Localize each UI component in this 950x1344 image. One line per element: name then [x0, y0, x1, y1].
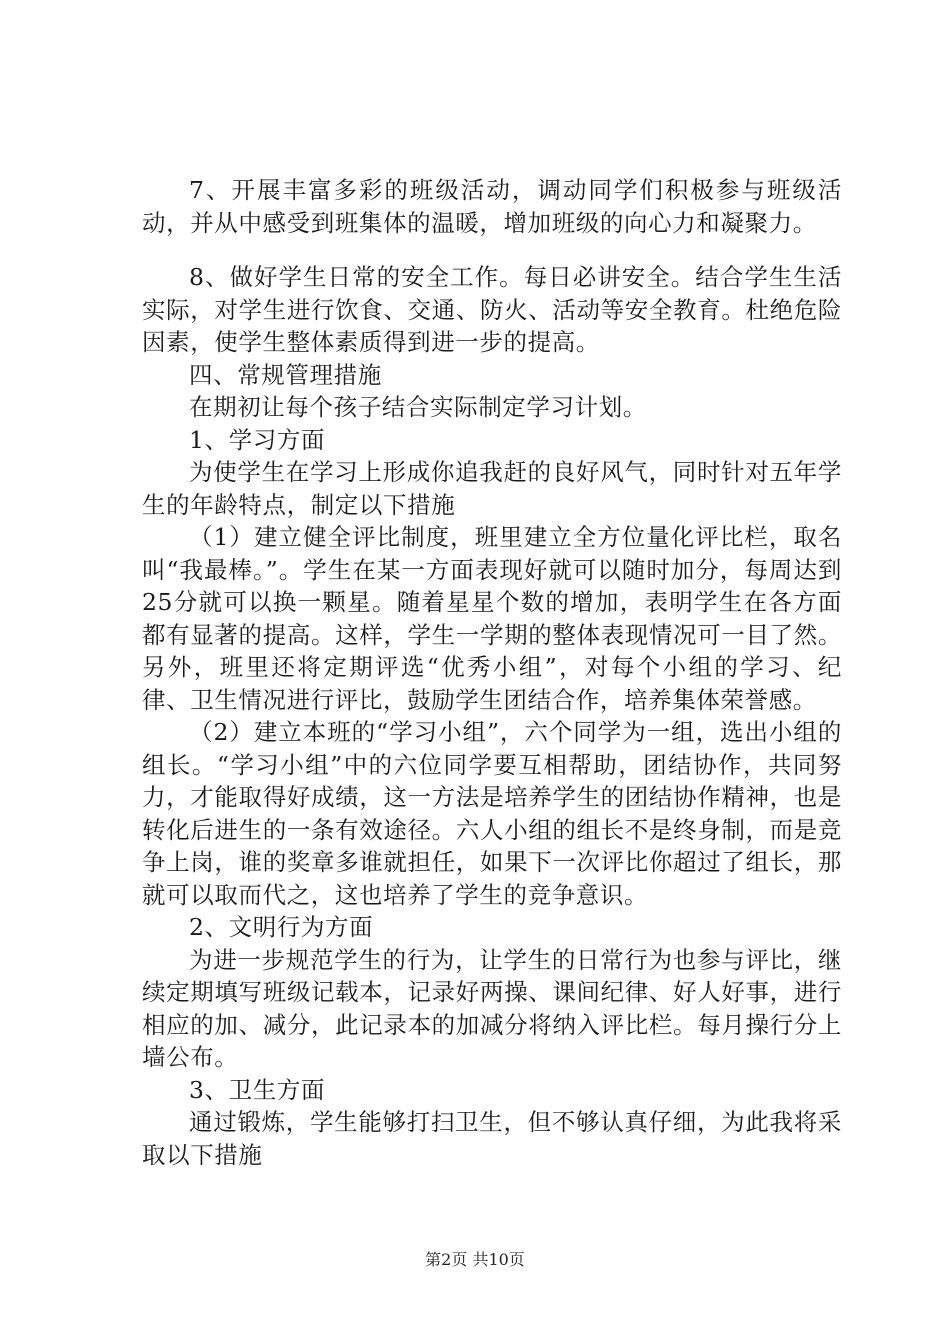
- paragraph-civilized-behavior: 为进一步规范学生的行为，让学生的日常行为也参与评比，继续定期填写班级记载本，记录好两操、课间纪律、好人好事，进行相应的加、减分，此记录本的加减分将纳入评比栏。每月操行分上墙公布。: [142, 945, 842, 1071]
- subheading-civilized-behavior: 2、文明行为方面: [189, 913, 374, 941]
- page-number-footer: 第2页 共10页: [425, 1250, 525, 1269]
- paragraph-study-intro: 为使学生在学习上形成你追我赶的良好风气，同时针对五年学生的年龄特点，制定以下措施: [142, 458, 842, 519]
- paragraph-hygiene: 通过锻炼，学生能够打扫卫生，但不够认真仔细，为此我将采取以下措施: [142, 1108, 842, 1169]
- document-body: [142, 174, 842, 1171]
- paragraph-intro: 在期初让每个孩子结合实际制定学习计划。: [189, 393, 647, 421]
- section-heading-routine-management: 四、常规管理措施: [189, 360, 382, 389]
- subheading-study: 1、学习方面: [189, 425, 326, 454]
- paragraph-item-8: 8、做好学生日常的安全工作。每日必讲安全。结合学生生活实际，对学生进行饮食、交通、防火、活动等安全教育。杜绝危险因素，使学生整体素质得到进一步的提高。: [142, 263, 842, 356]
- paragraph-item-7: 7、开展丰富多彩的班级活动，调动同学们积极参与班级活动，并从中感受到班集体的温暖，增加班级的向心力和凝聚力。: [142, 176, 842, 237]
- subheading-hygiene: 3、卫生方面: [189, 1075, 326, 1104]
- paragraph-measure-2: （2）建立本班的“学习小组”，六个同学为一组，选出小组的组长。“学习小组”中的六位同学要互相帮助，团结协作，共同努力，才能取得好成绩，这一方法是培养学生的团结协作精神，也是转化后进生的一条有效途径。六人小组的组长不是终身制，而是竞争上岗，谁的奖章多谁就担任，如果下一次评比你超过了组长，那就可以取而代之，这也培养了学生的竞争意识。: [142, 718, 842, 909]
- paragraph-measure-1: （1）建立健全评比制度，班里建立全方位量化评比栏，取名叫“我最棒。”。学生在某一方面表现好就可以随时加分，每周达到25分就可以换一颗星。随着星星个数的增加，表明学生在各方面都有显著的提高。这样，学生一学期的整体表现情况可一目了然。另外，班里还将定期评选“优秀小组”，对每个小组的学习、纪律、卫生情况进行评比，鼓励学生团结合作，培养集体荣誉感。: [142, 523, 842, 714]
